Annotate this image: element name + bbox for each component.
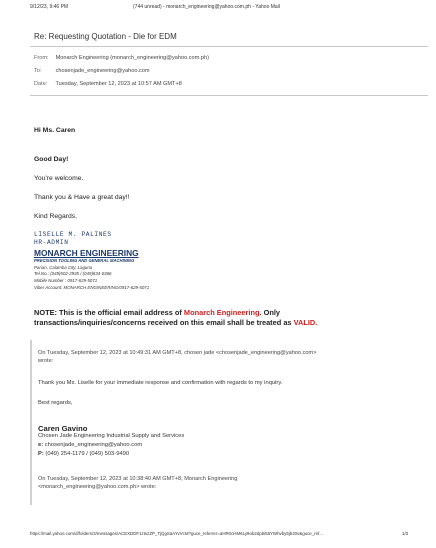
sig-viber: Viber Account: MONARCH ENGINEERING/0917-629-5071 — [34, 285, 150, 290]
date-label: Date: — [34, 81, 48, 87]
from-value[interactable]: Monarch Engineering (monarch_engineering@yahoo.com.ph) — [55, 55, 209, 61]
good-day: Good Day! — [34, 156, 69, 163]
to-row — [34, 68, 150, 74]
note-prefix: NOTE: This is the official email address of — [34, 308, 182, 317]
from-row — [34, 55, 209, 61]
greeting: Hi Ms. Caren — [34, 127, 76, 134]
quoted-sig-company: Chosen Jade Engineering Industrial Supply and Services — [38, 433, 185, 439]
older-header-1: On Tuesday, September 12, 2023 at 10:38:40 AM GMT+8, Monarch Engineering — [38, 476, 238, 482]
sig-company: MONARCH ENGINEERING — [34, 248, 139, 258]
body-line-1: You're welcome. — [34, 175, 84, 182]
to-value[interactable]: chosenjade_engineering@yahoo.com — [55, 68, 150, 74]
note-company: Monarch Engineering. — [183, 308, 262, 317]
sig-address: Parian, Calamba City, Laguna — [34, 265, 93, 270]
sig-telno: Tel.No.: (049)502-2935 / (049)834-0366 — [34, 271, 112, 276]
quoted-sig-email-label: e: — [38, 442, 44, 448]
quoted-sig-name: Caren Gavino — [38, 424, 88, 433]
note-suffix: Only — [263, 308, 281, 317]
quote-bar — [30, 340, 32, 505]
quoted-regards: Best regards, — [38, 400, 73, 406]
meta-divider — [30, 95, 428, 96]
quoted-sig-phone-row — [38, 451, 129, 457]
note-line2-prefix: transactions/inquiries/concerns received on this email shall be treated as — [34, 318, 292, 327]
from-label: From: — [34, 55, 49, 61]
quoted-header-1: On Tuesday, September 12, 2023 at 10:49:31 AM GMT+8, chosen jade <chosenjade_engineering@yahoo.com> — [38, 350, 317, 356]
quoted-sig-phone-label: P: — [38, 451, 44, 457]
note-valid: VALID. — [293, 318, 318, 327]
closing: Kind Regards, — [34, 213, 78, 220]
sig-mobile: Mobile Number : 0917-629-5071 — [34, 278, 98, 283]
subject-divider — [30, 46, 428, 47]
quoted-sig-phone: (049) 254-1179 / (049) 503-9490 — [45, 451, 130, 457]
quoted-header-2: wrote: — [38, 358, 54, 364]
print-datetime: 9/12/23, 9:46 PM — [30, 4, 69, 10]
sig-name: LISELLE M. PALINES — [34, 231, 112, 238]
to-label: To: — [34, 68, 42, 74]
date-row — [34, 81, 182, 87]
date-value: Tuesday, September 12, 2023 at 10:57 AM GMT+8 — [55, 81, 182, 87]
print-page-number: 1/3 — [402, 531, 409, 536]
sig-tagline: PRECISION TOOLING AND GENERAL MACHINING — [34, 258, 135, 263]
quoted-body: Thank you Ms. Liselle for your immediate response and confirmation with regards to my inquiry. — [38, 380, 283, 386]
print-url: https://mail.yahoo.com/d/folders/2/messages/ACEXDDF1ztszZP_TjQgSaAYvVcM?guce_referrer=aHR0cHM6Ly9ob2dpbi55YWhvby5jb20v&guce_ref... — [30, 531, 323, 536]
quoted-sig-email[interactable]: chosenjade_engineering@yahoo.com — [44, 442, 143, 448]
print-page-title: (744 unread) - monarch_engineering@yahoo.com.ph - Yahoo Mail — [133, 4, 280, 10]
note-line-1 — [34, 308, 280, 317]
quoted-sig-email-row — [38, 442, 142, 448]
body-line-2: Thank you & Have a great day!! — [34, 194, 130, 201]
email-subject: Re: Requesting Quotation - Die for EDM — [34, 32, 177, 41]
older-header-2: <monarch_engineering@yahoo.com.ph> wrote: — [38, 484, 157, 490]
note-line-2 — [34, 318, 317, 327]
sig-role: HR-ADMIN — [34, 239, 69, 246]
